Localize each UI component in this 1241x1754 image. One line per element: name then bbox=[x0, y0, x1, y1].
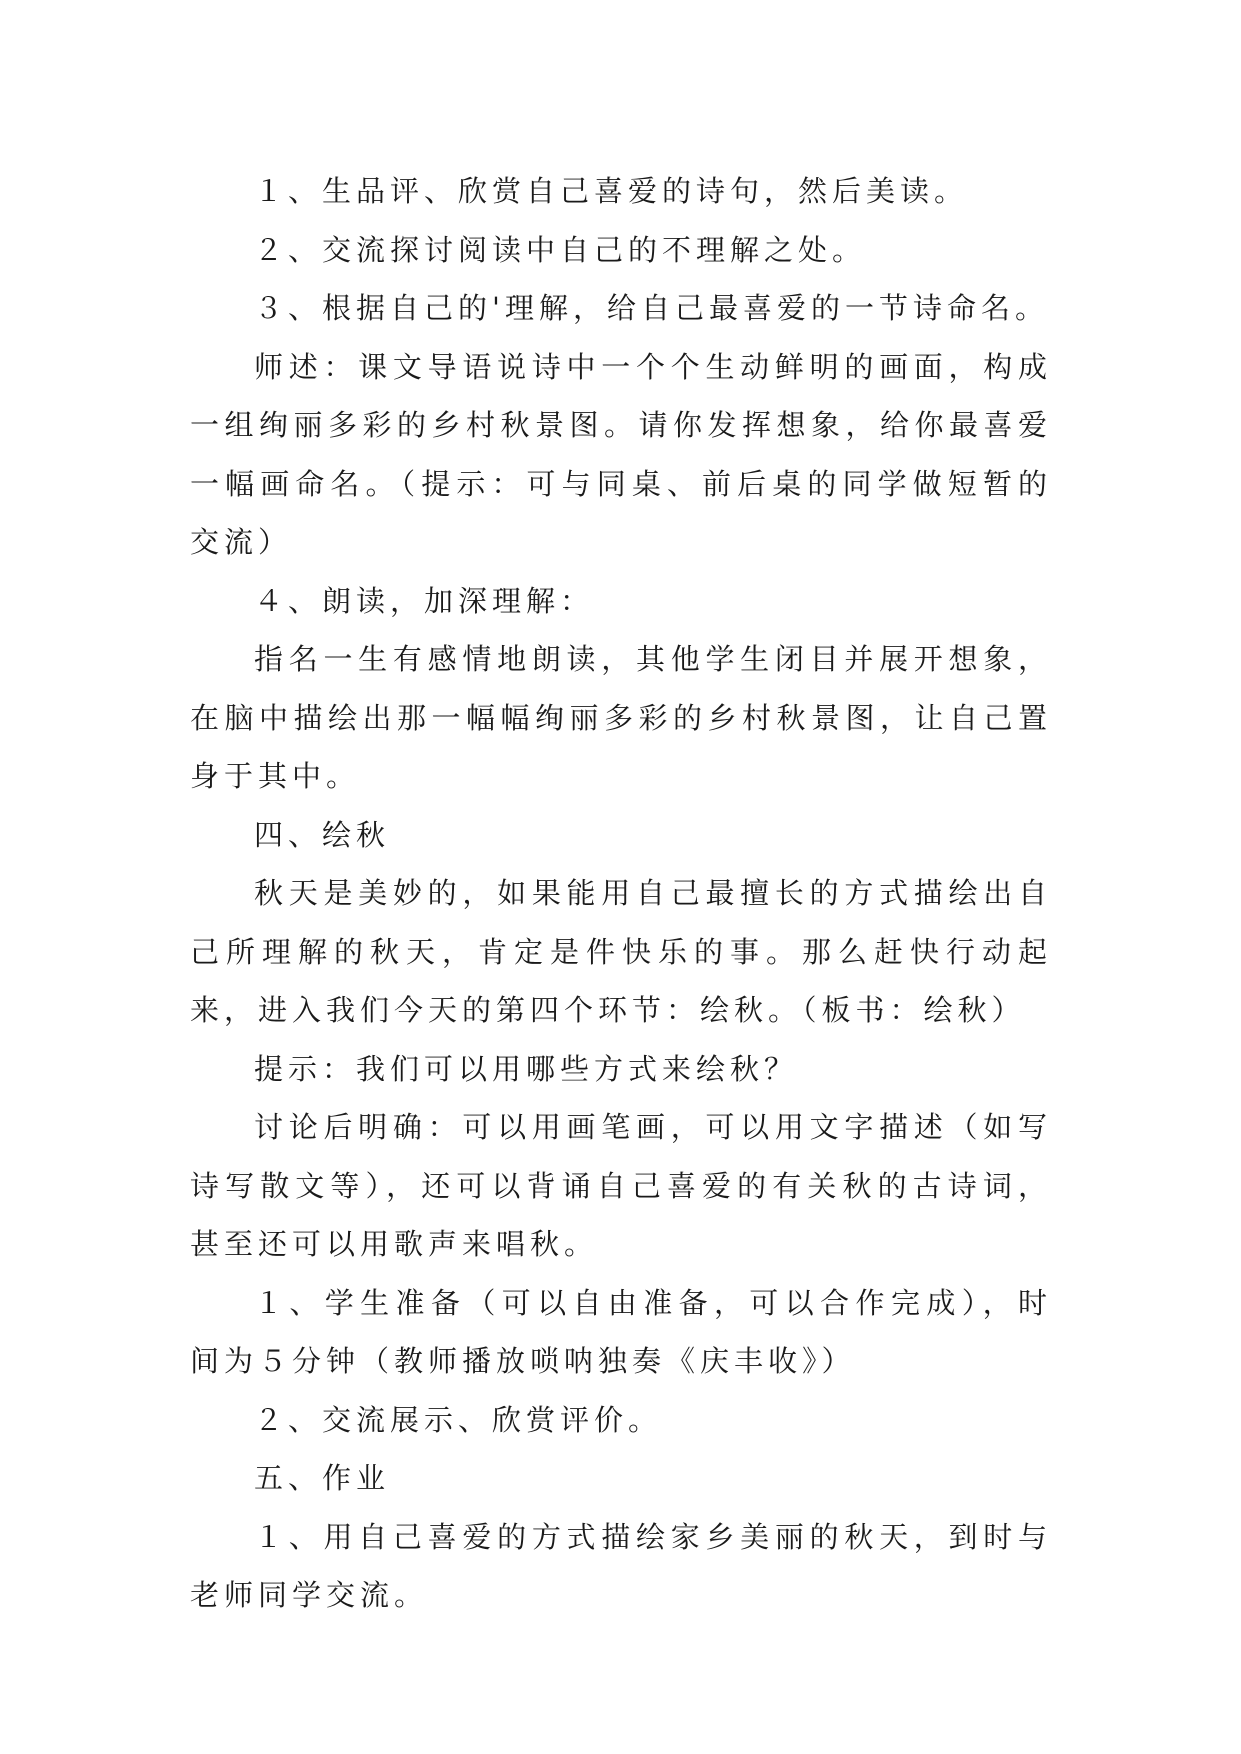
paragraph: ４、朗读，加深理解： bbox=[254, 583, 595, 618]
paragraph: １、学生准备（可以自由准备，可以合作完成），时间为５分钟（教师播放唢呐独奏《庆丰收》） bbox=[190, 1285, 1052, 1378]
paragraph: 师述：课文导语说诗中一个个生动鲜明的画面，构成一组绚丽多彩的乡村秋景图。请你发挥想象，给你最喜爱一幅画命名。（提示：可与同桌、前后桌的同学做短暂的交流） bbox=[190, 349, 1052, 559]
paragraph: １、用自己喜爱的方式描绘家乡美丽的秋天，到时与老师同学交流。 bbox=[190, 1519, 1052, 1612]
paragraph: ２、交流展示、欣赏评价。 bbox=[254, 1402, 663, 1437]
paragraph: 秋天是美妙的，如果能用自己最擅长的方式描绘出自己所理解的秋天，肯定是件快乐的事。那么赶快行动起来，进入我们今天的第四个环节：绘秋。（板书：绘秋） bbox=[190, 876, 1052, 1027]
paragraph: 指名一生有感情地朗读，其他学生闭目并展开想象，在脑中描绘出那一幅幅绚丽多彩的乡村秋景图，让自己置身于其中。 bbox=[190, 642, 1052, 793]
section-heading: 五、作业 bbox=[254, 1461, 391, 1495]
paragraph: 提示：我们可以用哪些方式来绘秋？ bbox=[254, 1051, 799, 1086]
paragraph: ３、根据自己的'理解，给自己最喜爱的一节诗命名。 bbox=[254, 291, 1049, 325]
document-body bbox=[190, 162, 1052, 1625]
paragraph: １、生品评、欣赏自己喜爱的诗句，然后美读。 bbox=[254, 174, 969, 208]
paragraph: ２、交流探讨阅读中自己的不理解之处。 bbox=[254, 232, 867, 267]
section-heading: 四、绘秋 bbox=[254, 817, 391, 852]
paragraph: 讨论后明确：可以用画笔画，可以用文字描述（如写诗写散文等），还可以背诵自己喜爱的有关秋的古诗词，甚至还可以用歌声来唱秋。 bbox=[190, 1110, 1052, 1261]
